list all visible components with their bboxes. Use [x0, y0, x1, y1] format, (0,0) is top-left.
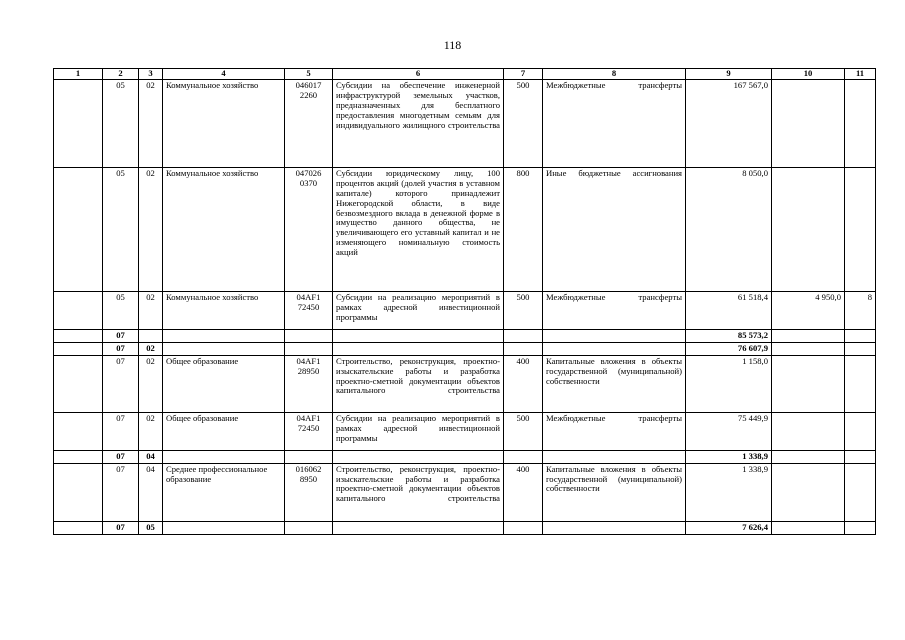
column-header-1: 1 — [54, 69, 103, 80]
cell-expense-type: 500 — [504, 80, 543, 168]
cell-blank — [54, 521, 103, 534]
subtotal-row — [54, 330, 876, 343]
table-row — [54, 355, 876, 412]
cell-section: 07 — [103, 412, 139, 450]
cell-expense-type-name: Межбюджетные трансферты — [543, 292, 686, 330]
column-header-8: 8 — [543, 69, 686, 80]
cell-blank — [54, 292, 103, 330]
cell-section-name: Коммунальное хозяйство — [163, 292, 285, 330]
cell-section-name: Общее образование — [163, 412, 285, 450]
cell-amount-col10 — [772, 463, 845, 521]
cell-amount-col11 — [845, 412, 876, 450]
cell-amount-col11 — [845, 80, 876, 168]
cell-target-article: 016062 8950 — [285, 463, 333, 521]
cell-amount: 167 567,0 — [686, 80, 772, 168]
cell-expense-type — [504, 450, 543, 463]
cell-expense-type: 400 — [504, 355, 543, 412]
cell-blank — [54, 330, 103, 343]
cell-blank — [54, 412, 103, 450]
cell-target-article — [285, 330, 333, 343]
cell-expense-type-name — [543, 330, 686, 343]
cell-expense-type: 800 — [504, 168, 543, 292]
cell-target-article: 04AF1 72450 — [285, 292, 333, 330]
cell-expense-type-name: Капитальные вложения в объекты государственной (муниципальной) собственности — [543, 463, 686, 521]
table-row — [54, 168, 876, 292]
cell-amount: 1 158,0 — [686, 355, 772, 412]
cell-expense-type-name — [543, 521, 686, 534]
cell-expense-type-name — [543, 342, 686, 355]
cell-blank — [54, 463, 103, 521]
cell-expense-type — [504, 330, 543, 343]
cell-amount-col11 — [845, 355, 876, 412]
cell-expense-type: 500 — [504, 292, 543, 330]
cell-expense-type: 500 — [504, 412, 543, 450]
cell-amount: 1 338,9 — [686, 463, 772, 521]
cell-blank — [54, 355, 103, 412]
cell-section: 07 — [103, 463, 139, 521]
cell-amount: 8 050,0 — [686, 168, 772, 292]
table-row — [54, 412, 876, 450]
cell-subsection: 05 — [139, 521, 163, 534]
cell-section: 07 — [103, 521, 139, 534]
cell-blank — [54, 450, 103, 463]
column-header-4: 4 — [163, 69, 285, 80]
cell-article-name: Субсидии на реализацию мероприятий в рамках адресной инвестиционной программы — [333, 412, 504, 450]
cell-amount-col10 — [772, 412, 845, 450]
cell-amount-col11 — [845, 463, 876, 521]
cell-section: 07 — [103, 330, 139, 343]
cell-section: 07 — [103, 355, 139, 412]
column-header-9: 9 — [686, 69, 772, 80]
cell-amount-col11: 8 — [845, 292, 876, 330]
cell-article-name: Субсидии юридическому лицу, 100 процентов акций (долей участия в уставном капитале) которого принадлежит Нижегородской области, в виде безвозмездного вклада в денежной форме в имущество данного общества, не увеличивающего его уставный капитал и не изменяющего номинальную стоимость акций — [333, 168, 504, 292]
cell-subsection: 04 — [139, 463, 163, 521]
table-header-row — [54, 69, 876, 80]
cell-amount-col11 — [845, 168, 876, 292]
cell-section: 07 — [103, 450, 139, 463]
cell-article-name: Субсидии на реализацию мероприятий в рамках адресной инвестиционной программы — [333, 292, 504, 330]
budget-table — [53, 68, 876, 535]
table-row — [54, 80, 876, 168]
cell-amount-col10 — [772, 168, 845, 292]
cell-subsection: 02 — [139, 355, 163, 412]
cell-target-article — [285, 521, 333, 534]
cell-blank — [54, 168, 103, 292]
cell-section: 07 — [103, 342, 139, 355]
column-header-10: 10 — [772, 69, 845, 80]
cell-expense-type-name — [543, 450, 686, 463]
cell-article-name — [333, 330, 504, 343]
cell-amount-col10 — [772, 342, 845, 355]
cell-amount-col10: 4 950,0 — [772, 292, 845, 330]
page-number: 118 — [443, 38, 462, 52]
cell-article-name: Субсидии на обеспечение инженерной инфраструктурой земельных участков, предназначенных для бесплатного предоставления многодетным семьям для индивидуального жилищного строительства — [333, 80, 504, 168]
cell-section: 05 — [103, 168, 139, 292]
cell-amount: 85 573,2 — [686, 330, 772, 343]
cell-article-name — [333, 342, 504, 355]
cell-section-name — [163, 521, 285, 534]
cell-amount: 7 626,4 — [686, 521, 772, 534]
cell-expense-type-name: Капитальные вложения в объекты государственной (муниципальной) собственности — [543, 355, 686, 412]
table-row — [54, 292, 876, 330]
cell-section: 05 — [103, 80, 139, 168]
cell-subsection: 02 — [139, 292, 163, 330]
cell-subsection: 02 — [139, 412, 163, 450]
cell-amount-col11 — [845, 330, 876, 343]
cell-amount-col10 — [772, 450, 845, 463]
cell-target-article: 046017 2260 — [285, 80, 333, 168]
cell-subsection — [139, 330, 163, 343]
cell-expense-type-name: Межбюджетные трансферты — [543, 412, 686, 450]
cell-subsection: 02 — [139, 342, 163, 355]
cell-section-name — [163, 330, 285, 343]
cell-amount-col10 — [772, 330, 845, 343]
cell-article-name — [333, 521, 504, 534]
table-row — [54, 463, 876, 521]
table-body — [54, 80, 876, 535]
cell-section: 05 — [103, 292, 139, 330]
cell-section-name: Общее образование — [163, 355, 285, 412]
subtotal-row — [54, 342, 876, 355]
column-header-3: 3 — [139, 69, 163, 80]
subtotal-row — [54, 450, 876, 463]
cell-amount-col11 — [845, 521, 876, 534]
cell-subsection: 02 — [139, 168, 163, 292]
cell-article-name: Строительство, реконструкция, проектно-изыскательские работы и разработка проектно-сметной документации объектов капитального строительства — [333, 355, 504, 412]
cell-target-article: 047026 0370 — [285, 168, 333, 292]
cell-subsection: 04 — [139, 450, 163, 463]
subtotal-row — [54, 521, 876, 534]
cell-amount-col11 — [845, 342, 876, 355]
cell-target-article — [285, 342, 333, 355]
cell-amount: 61 518,4 — [686, 292, 772, 330]
cell-section-name: Коммунальное хозяйство — [163, 80, 285, 168]
cell-subsection: 02 — [139, 80, 163, 168]
cell-blank — [54, 342, 103, 355]
cell-expense-type-name: Иные бюджетные ассигнования — [543, 168, 686, 292]
cell-amount-col10 — [772, 521, 845, 534]
cell-article-name — [333, 450, 504, 463]
cell-amount: 76 607,9 — [686, 342, 772, 355]
cell-amount-col10 — [772, 80, 845, 168]
cell-section-name — [163, 342, 285, 355]
cell-target-article: 04AF1 28950 — [285, 355, 333, 412]
cell-amount: 1 338,9 — [686, 450, 772, 463]
cell-expense-type — [504, 342, 543, 355]
column-header-6: 6 — [333, 69, 504, 80]
cell-expense-type: 400 — [504, 463, 543, 521]
cell-amount-col11 — [845, 450, 876, 463]
column-header-11: 11 — [845, 69, 876, 80]
cell-target-article: 04AF1 72450 — [285, 412, 333, 450]
column-header-2: 2 — [103, 69, 139, 80]
cell-article-name: Строительство, реконструкция, проектно-изыскательские работы и разработка проектно-сметной документации объектов капитального строительства — [333, 463, 504, 521]
column-header-5: 5 — [285, 69, 333, 80]
column-header-7: 7 — [504, 69, 543, 80]
cell-amount-col10 — [772, 355, 845, 412]
cell-amount: 75 449,9 — [686, 412, 772, 450]
cell-blank — [54, 80, 103, 168]
cell-expense-type-name: Межбюджетные трансферты — [543, 80, 686, 168]
cell-section-name: Коммунальное хозяйство — [163, 168, 285, 292]
cell-target-article — [285, 450, 333, 463]
cell-section-name — [163, 450, 285, 463]
cell-expense-type — [504, 521, 543, 534]
cell-section-name: Среднее профессиональное образование — [163, 463, 285, 521]
